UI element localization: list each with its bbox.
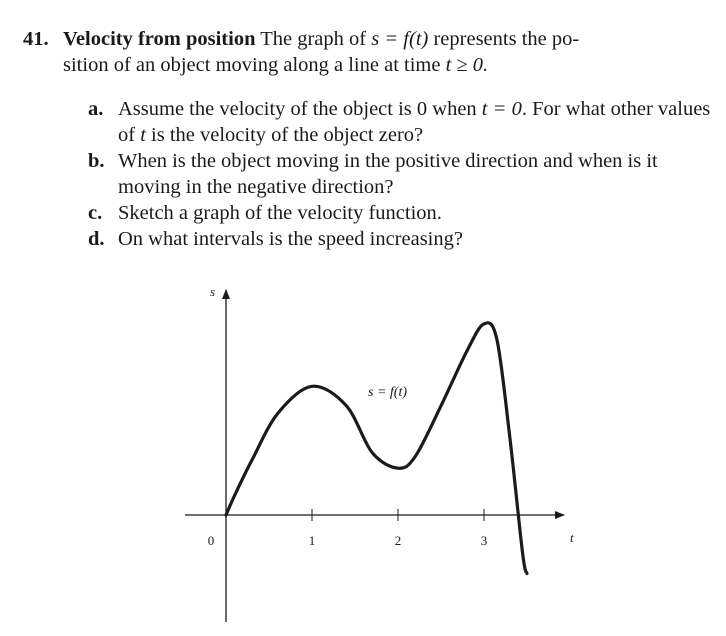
part-c-text: Sketch a graph of the velocity function.: [118, 202, 442, 224]
part-label: a.: [88, 98, 104, 120]
part-label: b.: [88, 150, 105, 172]
part-label: c.: [88, 202, 103, 224]
stem-text-1: The graph of: [260, 28, 372, 50]
part-a-text-3: is the velocity of the object zero?: [145, 124, 424, 146]
part-a-math-1: t = 0: [481, 98, 522, 120]
x-tick-label: 1: [308, 533, 316, 548]
problem-number: 41.: [23, 28, 49, 50]
part-b-text: When is the object moving in the positive direction and when is it moving in the negative direction?: [118, 150, 658, 198]
x-tick-label: 0: [207, 533, 215, 548]
x-axis-label: t: [570, 530, 574, 545]
problem-title: Velocity from position: [63, 28, 256, 50]
x-tick-label: 3: [480, 533, 488, 548]
y-axis-label: s: [210, 284, 216, 299]
curve-label: s = f(t): [368, 385, 407, 400]
part-d-text: On what intervals is the speed increasing?: [118, 228, 463, 250]
x-tick-label: 2: [394, 533, 402, 548]
stem-text-3: sition of an object moving along a line at time: [63, 54, 446, 76]
part-a-math-2: t: [140, 124, 146, 146]
stem-text-2: represents the po-: [428, 28, 580, 50]
part-label: d.: [88, 228, 105, 250]
stem-math-1: s = f(t): [371, 28, 429, 50]
part-a-text-1: Assume the velocity of the object is 0 when: [118, 98, 482, 120]
stem-math-2: t ≥ 0.: [445, 54, 489, 76]
part-a-text-2: . For what other values of: [118, 98, 711, 146]
